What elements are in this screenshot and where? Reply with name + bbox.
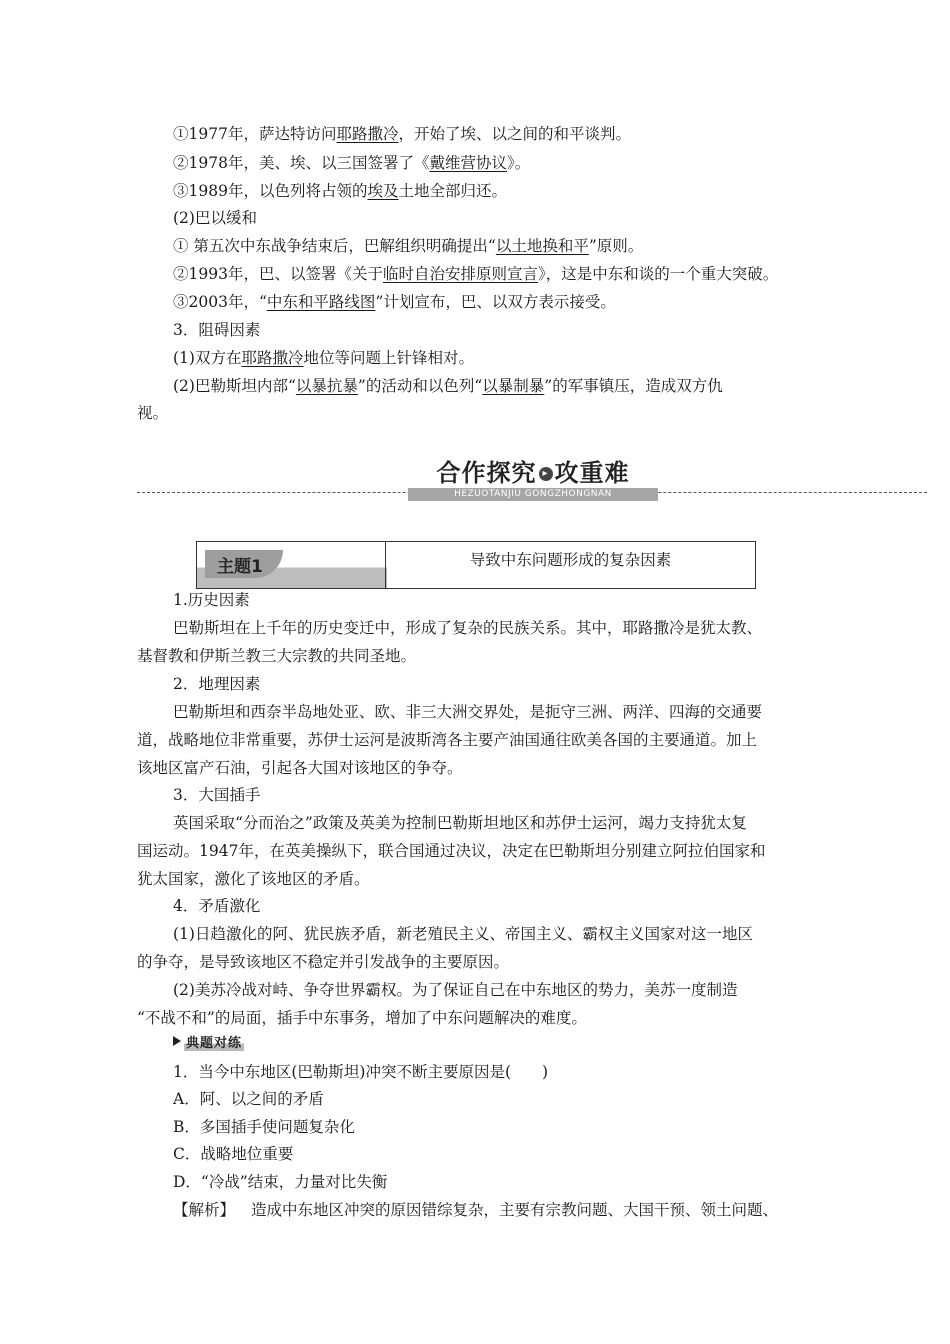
paragraph-conflict-2: (2)美苏冷战对峙、争夺世界霸权。为了保证自己在中东地区的势力，美苏一度制造 bbox=[173, 981, 738, 999]
section-banner bbox=[408, 458, 658, 504]
banner-subtitle: HEZUOTANJIU GONGZHONGNAN bbox=[408, 488, 658, 501]
line-2003: ③2003年，“中东和平路线图”计划宣布，巴、以双方表示接受。 bbox=[173, 293, 616, 311]
paragraph-conflict-1: (1)日趋激化的阿、犹民族矛盾，新老殖民主义、帝国主义、霸权主义国家对这一地区 bbox=[173, 925, 753, 943]
line-1978: ②1978年，美、埃、以三国签署了《戴维营协议》。 bbox=[173, 154, 531, 172]
paragraph-conflict-2-cont: “不战不和”的局面，插手中东事务，增加了中东问题解决的难度。 bbox=[137, 1009, 587, 1027]
option-d: D．“冷战”结束，力量对比失衡 bbox=[173, 1173, 388, 1191]
line-1977: ①1977年，萨达特访问耶路撒冷，开始了埃、以之间的和平谈判。 bbox=[173, 125, 631, 143]
paragraph-conflict-1-cont: 的争夺，是导致该地区不稳定并引发战争的主要原因。 bbox=[137, 953, 510, 971]
topic-box bbox=[196, 541, 756, 589]
paragraph-powers-cont2: 犹太国家，激化了该地区的矛盾。 bbox=[137, 870, 370, 888]
line-1989: ③1989年，以色列将占领的埃及土地全部归还。 bbox=[173, 182, 507, 200]
paragraph-history-cont: 基督教和伊斯兰教三大宗教的共同圣地。 bbox=[137, 647, 417, 665]
heading-obstacles: 3．阻碍因素 bbox=[173, 321, 261, 339]
topic-tag bbox=[197, 542, 387, 588]
option-a: A．阿、以之间的矛盾 bbox=[173, 1090, 324, 1108]
practice-label: 典题对练 bbox=[173, 1033, 263, 1049]
banner-title: 合作探究 ▸ 攻重难 bbox=[436, 459, 630, 487]
heading-powers: 3．大国插手 bbox=[173, 786, 261, 804]
paragraph-geography: 巴勒斯坦和西奈半岛地处亚、欧、非三大洲交界处，是扼守三洲、两洋、四海的交通要 bbox=[173, 703, 763, 721]
heading-history: 1.历史因素 bbox=[173, 591, 250, 609]
paragraph-geography-cont: 道，战略地位非常重要，苏伊士运河是波斯湾各主要产油国通往欧美各国的主要通道。加上 bbox=[137, 731, 758, 749]
paragraph-geography-cont2: 该地区富产石油，引起各大国对该地区的争夺。 bbox=[137, 759, 463, 777]
topic-title: 导致中东问题形成的复杂因素 bbox=[469, 551, 672, 569]
line-obstacle-1: (1)双方在耶路撒冷地位等问题上针锋相对。 bbox=[173, 349, 474, 367]
paragraph-powers-cont: 国运动。1947年，在英美操纵下，联合国通过决议，决定在巴勒斯坦分别建立阿拉伯国家和 bbox=[137, 842, 766, 860]
triangle-icon bbox=[173, 1036, 181, 1046]
paragraph-history: 巴勒斯坦在上千年的历史变迁中，形成了复杂的民族关系。其中，耶路撒冷是犹太教、 bbox=[173, 619, 763, 637]
heading-conflicts: 4．矛盾激化 bbox=[173, 897, 261, 915]
option-b: B．多国插手使问题复杂化 bbox=[173, 1118, 355, 1136]
topic-tag-label: 主题1 bbox=[217, 557, 263, 577]
arrow-icon: ▸ bbox=[539, 467, 553, 481]
question-1: 1．当今中东地区(巴勒斯坦)冲突不断主要原因是( ) bbox=[173, 1063, 549, 1081]
heading-geography: 2．地理因素 bbox=[173, 675, 261, 693]
subheading-baiyi: (2)巴以缓和 bbox=[173, 209, 257, 227]
line-obstacle-2: (2)巴勒斯坦内部“以暴抗暴”的活动和以色列“以暴制暴”的军事镇压，造成双方仇 bbox=[173, 377, 723, 395]
paragraph-powers: 英国采取“分而治之”政策及英美为控制巴勒斯坦地区和苏伊士运河，竭力支持犹太复 bbox=[173, 814, 747, 832]
analysis-tag: 【解析】 bbox=[173, 1201, 236, 1219]
analysis-line: 【解析】 造成中东地区冲突的原因错综复杂，主要有宗教问题、大国干预、领土问题、 bbox=[173, 1201, 779, 1219]
line-1993: ②1993年，巴、以签署《关于临时自治安排原则宣言》，这是中东和谈的一个重大突破。 bbox=[173, 265, 779, 283]
option-c: C．战略地位重要 bbox=[173, 1145, 294, 1163]
line-obstacle-2-cont: 视。 bbox=[137, 404, 169, 422]
line-land-for-peace: ① 第五次中东战争结束后，巴解组织明确提出“以土地换和平”原则。 bbox=[173, 237, 644, 255]
